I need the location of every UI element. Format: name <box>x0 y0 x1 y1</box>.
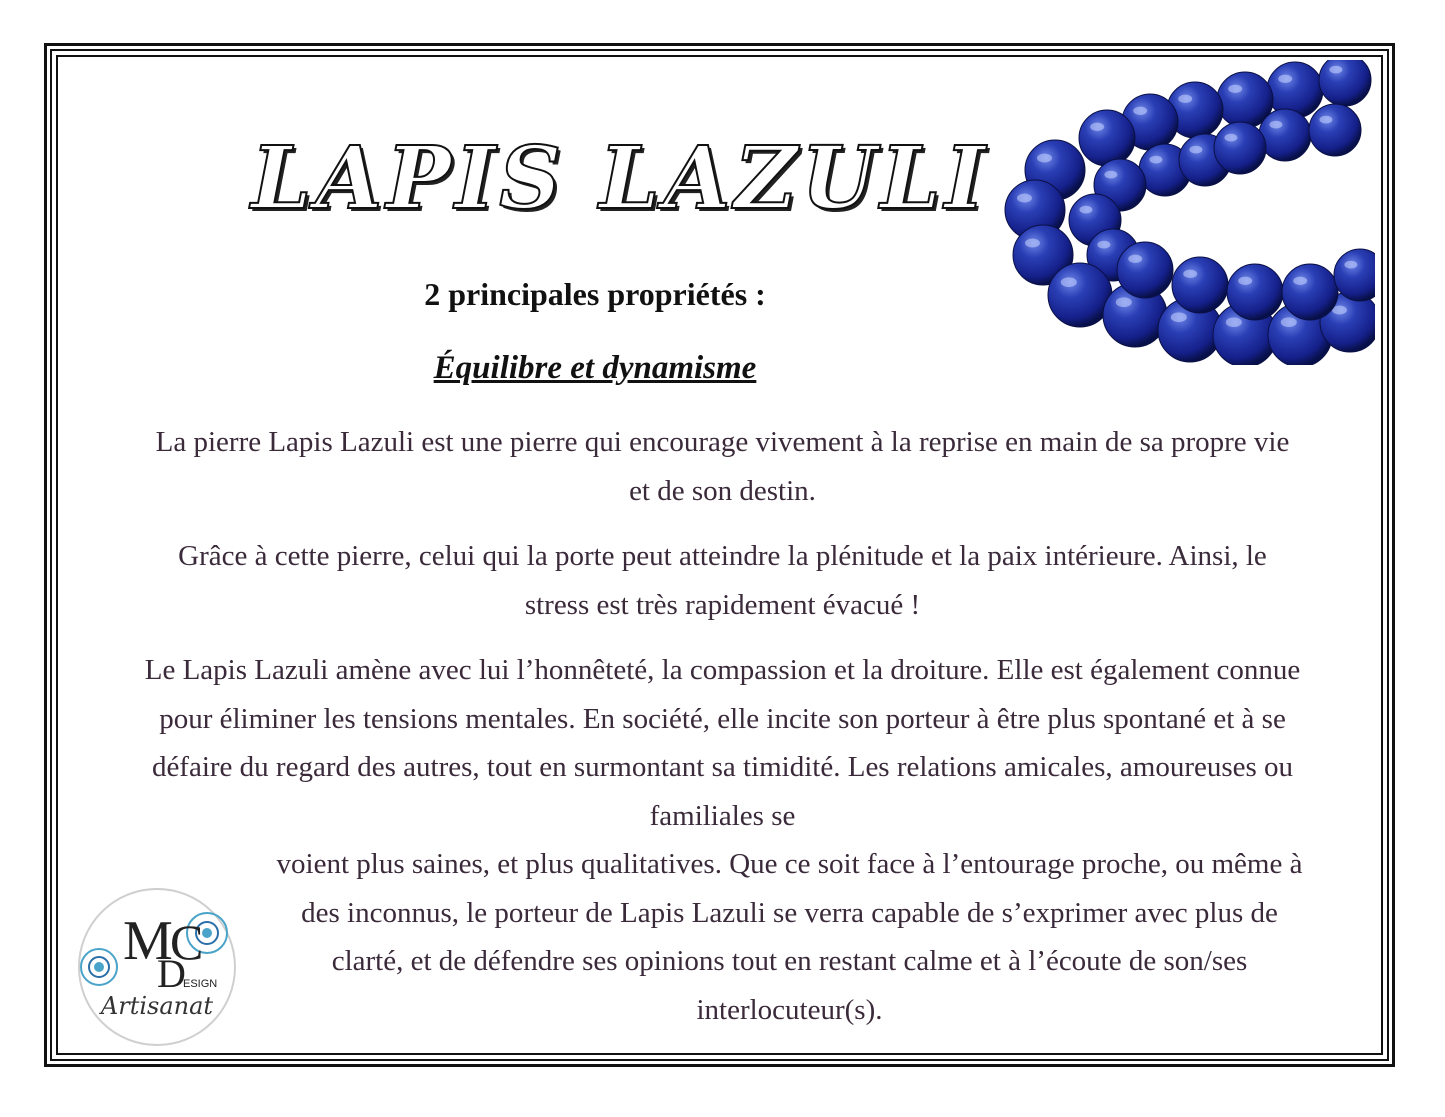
bead <box>1048 263 1112 327</box>
paragraph-1: La pierre Lapis Lazuli est une pierre qui encourage vivement à la reprise en main de sa propre vie et de son destin. <box>155 426 1290 507</box>
paragraph-3: Le Lapis Lazuli amène avec lui l’honnêteté, la compassion et la droiture. Elle est également connue pour éliminer les tensions mentales. En société, elle incite son porteur à être plus spontané et à se défaire du regard des autres, tout en surmontant sa timidité. Les relations amicales, amoureuses ou familiales se <box>144 654 1301 832</box>
bead-highlight <box>1178 95 1192 103</box>
bead <box>1172 257 1228 313</box>
bead-highlight <box>1189 146 1202 154</box>
paragraph-2: Grâce à cette pierre, celui qui la porte peut atteindre la plénitude et la paix intérieure. Ainsi, le stress est très rapidement évacué ! <box>178 540 1267 621</box>
lapis-beads-image <box>995 60 1375 365</box>
bead-highlight <box>1090 123 1104 131</box>
bead-highlight <box>1037 154 1052 163</box>
logo-letter-m: M <box>123 910 173 972</box>
subtitle: 2 principales propriétés : <box>424 276 766 312</box>
bead <box>1319 60 1371 106</box>
bead-highlight <box>1319 116 1332 124</box>
bead <box>1227 264 1283 320</box>
bead-highlight <box>1149 156 1162 164</box>
bead <box>1309 104 1361 156</box>
logo-letter-d: D <box>157 951 186 996</box>
bead-highlight <box>1017 194 1032 203</box>
bead-highlight <box>1079 206 1092 214</box>
bead-highlight <box>1097 241 1110 249</box>
bead <box>1259 109 1311 161</box>
bead-highlight <box>1278 75 1292 83</box>
page-title: LAPIS LAZULI <box>251 128 989 229</box>
bead-highlight <box>1133 107 1147 115</box>
bead-highlight <box>1329 66 1342 74</box>
bead <box>1267 62 1323 118</box>
logo-word-artisanat: Artisanat <box>100 992 214 1020</box>
bead-highlight <box>1128 255 1142 263</box>
bead-highlight <box>1293 277 1307 285</box>
bead-highlight <box>1269 121 1282 129</box>
bead-highlight <box>1104 171 1117 179</box>
logo-word-design: ESIGN <box>183 978 218 990</box>
mc-design-logo <box>77 887 237 1047</box>
bead <box>1282 264 1338 320</box>
bead-highlight <box>1171 312 1187 322</box>
bead <box>1117 242 1173 298</box>
bead-highlight <box>1224 134 1237 142</box>
paragraph-4: voient plus saines, et plus qualitatives. Que ce soit face à l’entourage proche, ou même à des inconnus, le porteur de Lapis Lazuli se verra capable de s’exprimer avec plus de clarté, et de défendre ses opinions tout en restant calme et à l’écoute de son/ses interlocuteur(s). <box>276 848 1303 1026</box>
bead-highlight <box>1183 270 1197 278</box>
bead-highlight <box>1116 297 1132 307</box>
bead <box>1079 110 1135 166</box>
bead-highlight <box>1344 261 1357 269</box>
bead <box>1214 122 1266 174</box>
bead-highlight <box>1281 317 1297 327</box>
bead-highlight <box>1061 277 1077 287</box>
properties-heading: Équilibre et dynamisme <box>433 350 757 386</box>
bead-highlight <box>1228 85 1242 93</box>
bead-highlight <box>1025 239 1040 248</box>
bead-highlight <box>1238 277 1252 285</box>
bead-highlight <box>1226 317 1242 327</box>
logo-letter-c: C <box>170 914 204 970</box>
